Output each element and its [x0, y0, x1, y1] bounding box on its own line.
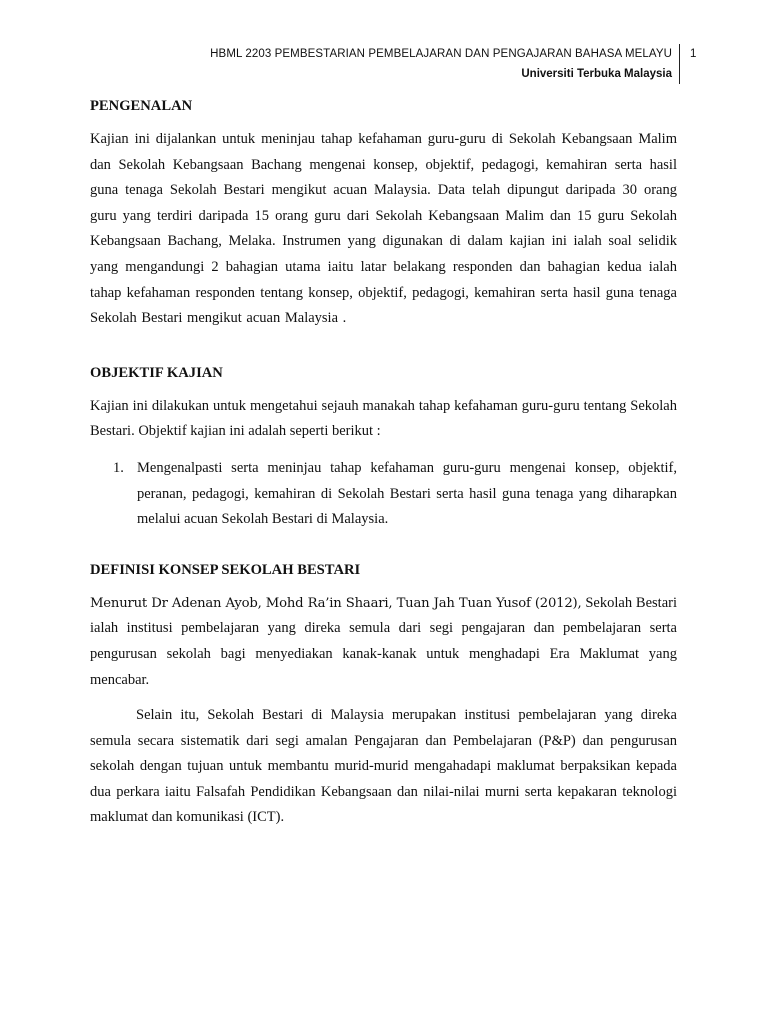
section-heading-objektif: OBJEKTIF KAJIAN — [90, 364, 223, 381]
course-title: HBML 2203 PEMBESTARIAN PEMBELAJARAN DAN PENGAJARAN BAHASA MELAYU — [210, 48, 672, 60]
definition-paragraph-1-text: Sekolah Bestari ialah institusi pembelajaran yang direka semula dari segi pengajaran dan pembelajaran serta pengurusan sekolah bagi menyediakan kanak-kanak untuk menghadapi Era Maklumat yang mencabar. — [90, 594, 677, 688]
page-header — [210, 44, 680, 84]
intro-paragraph: Kajian ini dijalankan untuk meninjau tahap kefahaman guru-guru di Sekolah Kebangsaan Malim dan Sekolah Kebangsaan Bachang mengenai konsep, objektif, pedagogi, kemahiran serta hasil guna tenaga Sekolah Bestari mengikut acuan Malaysia. Data telah dipungut daripada 30 orang guru yang terdiri daripada 15 orang guru dari Sekolah Kebangsaan Malim dan 15 guru Sekolah Kebangsaan Bachang, Melaka. Instrumen yang digunakan di dalam kajian ini ialah soal selidik yang mengandungi 2 bahagian utama iaitu latar belakang responden dan bahagian kedua ialah tahap kefahaman responden tentang konsep, objektif, pedagogi, kemahiran serta hasil guna tenaga Sekolah Bestari mengikut acuan Malaysia . — [90, 131, 677, 327]
section-heading-definisi: DEFINISI KONSEP SEKOLAH BESTARI — [90, 561, 361, 578]
list-item-number: 1. — [113, 459, 124, 476]
citation-text: Menurut Dr Adenan Ayob, Mohd Ra’in Shaari, Tuan Jah Tuan Yusof (2012), — [90, 595, 582, 611]
objective-list — [90, 456, 677, 533]
page-number: 1 — [690, 48, 697, 60]
section-heading-pengenalan: PENGENALAN — [90, 98, 193, 114]
list-item — [90, 456, 677, 533]
objective-paragraph: Kajian ini dilakukan untuk mengetahui sejauh manakah tahap kefahaman guru-guru tentang Sekolah Bestari. Objektif kajian ini adalah seperti berikut : — [90, 397, 677, 440]
definition-paragraph-1 — [90, 591, 677, 693]
definition-paragraph-2: Selain itu, Sekolah Bestari di Malaysia merupakan institusi pembelajaran yang direka semula secara sistematik dari segi amalan Pengajaran dan Pembelajaran (P&P) dan pengurusan sekolah dengan tujuan untuk membantu murid-murid mengahadapi maklumat berpaksikan kepada dua perkara iaitu Falsafah Pendidikan Kebangsaan dan nilai-nilai murni serta kepakaran teknologi maklumat dan komunikasi (ICT). — [90, 707, 677, 826]
university-name: Universiti Terbuka Malaysia — [521, 68, 672, 80]
document-body — [90, 92, 677, 831]
list-item-text: Mengenalpasti serta meninjau tahap kefahaman guru-guru mengenai konsep, objektif, peranan, pedagogi, kemahiran di Sekolah Bestari serta hasil guna tenaga yang diharapkan melalui acuan Sekolah Bestari di Malaysia. — [137, 459, 677, 528]
